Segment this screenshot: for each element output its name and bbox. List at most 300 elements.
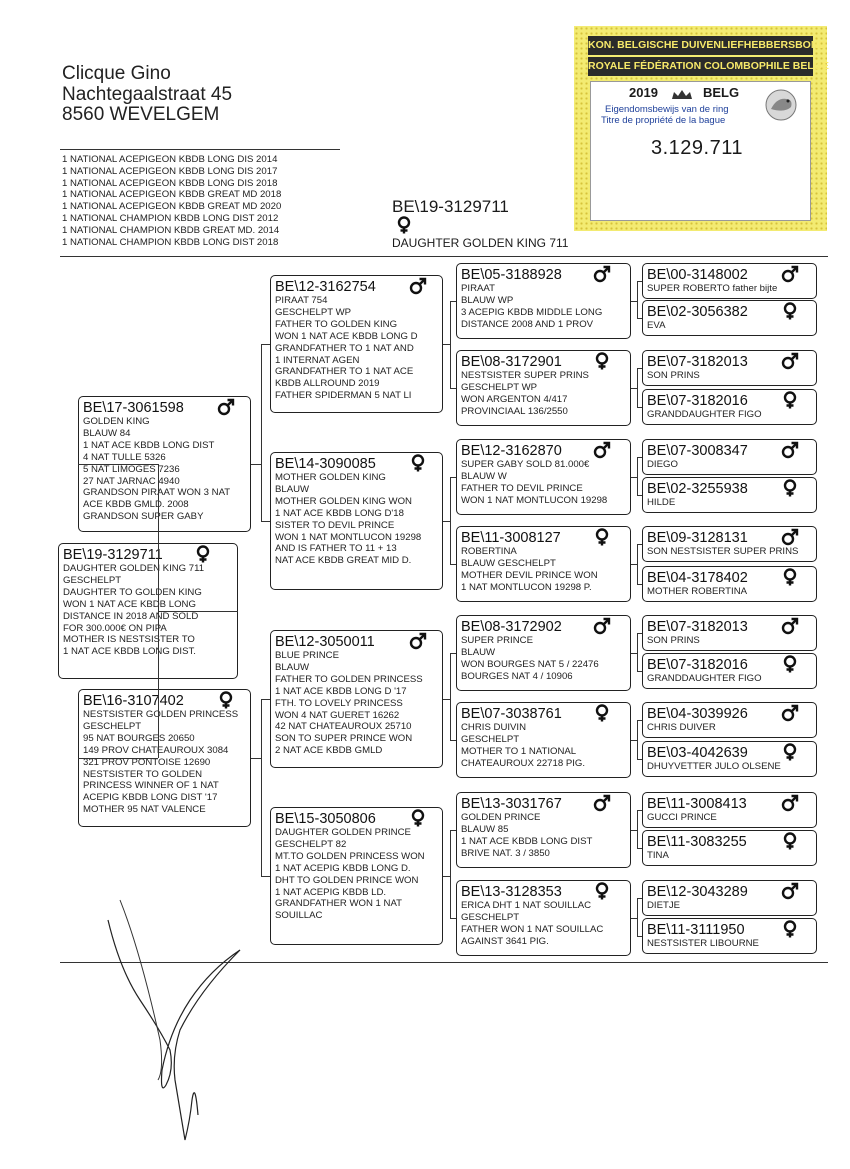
note-line: BLAUW 85 — [461, 823, 509, 835]
connector-line — [450, 830, 451, 918]
ring-number: BE\11-3008127 — [461, 530, 561, 546]
note-line: GRANDDAUGHTER FIGO — [647, 409, 762, 420]
note-line: MOTHER ROBERTINA — [647, 586, 748, 597]
male-icon — [781, 265, 799, 283]
ring-number: BE\00-3148002 — [647, 267, 748, 283]
note-line: DAUGHTER TO GOLDEN KING — [63, 586, 202, 598]
female-icon — [194, 545, 212, 563]
ring-certificate — [574, 26, 827, 231]
connector-line — [637, 457, 643, 458]
note-line: BLAUW — [275, 661, 310, 673]
note-line: WON 1 NAT MONTLUCON 19298 — [461, 494, 608, 506]
connector-line — [450, 388, 457, 389]
note-line: AGAINST 3641 PIG. — [461, 935, 549, 947]
note-line: SISTER TO DEVIL PRINCE — [275, 519, 395, 531]
note-line: ACE KBDB GMLD. 2008 — [83, 499, 189, 511]
male-icon — [781, 528, 799, 546]
note-line: 1 INTERNAT AGEN — [275, 354, 360, 366]
connector-line — [261, 876, 271, 877]
note-line: 1 NAT ACEPIG KBDB LONG D. — [275, 862, 411, 874]
pigeon-notes — [275, 472, 421, 567]
ring-number: BE\04-3178402 — [647, 570, 748, 586]
ring-number: BE\12-3043289 — [647, 884, 748, 900]
note-line: NAT ACE KBDB GREAT MID D. — [275, 555, 412, 567]
subject-ring: BE\19-3129711 — [392, 197, 509, 216]
owner-city: 8560 WEVELGEM — [62, 104, 220, 125]
pigeon-notes — [647, 320, 665, 332]
connector-line — [450, 653, 457, 654]
note-line: ERICA DHT 1 NAT SOUILLAC — [461, 900, 592, 911]
note-line: BLAUW — [275, 483, 310, 495]
ring-number: BE\12-3050011 — [275, 634, 375, 650]
ring-number: BE\15-3050806 — [275, 811, 376, 827]
note-line: DAUGHTER GOLDEN PRINCE — [275, 827, 411, 838]
male-icon — [593, 265, 611, 283]
pedigree-card — [642, 792, 817, 828]
note-line: WON 1 NAT ACE KBDB LONG — [63, 598, 196, 610]
ring-number: BE\07-3008347 — [647, 443, 748, 459]
note-line: BLAUW 84 — [83, 427, 131, 439]
achievement-line: 1 NATIONAL ACEPIGEON KBDB GREAT MD 2020 — [62, 201, 282, 213]
ring-number: BE\07-3182016 — [647, 657, 748, 673]
note-line: GUCCI PRINCE — [647, 812, 717, 823]
pedigree-card — [456, 439, 631, 515]
note-line: WON BOURGES NAT 5 / 22476 — [461, 658, 599, 670]
pigeon-notes — [461, 283, 602, 331]
pigeon-notes — [461, 546, 598, 594]
female-icon — [409, 454, 427, 472]
note-line: FTH. TO LOVELY PRINCESS — [275, 697, 403, 709]
note-line: BLAUW — [461, 646, 496, 658]
connector-line — [251, 758, 261, 759]
female-icon — [593, 352, 611, 370]
note-line: NESTSISTER TO GOLDEN — [83, 768, 203, 780]
pigeon-notes — [647, 459, 678, 471]
pigeon-notes — [461, 722, 585, 770]
connector-line — [637, 457, 638, 495]
pedigree-card — [642, 615, 817, 651]
note-line: DIETJE — [647, 900, 681, 911]
pigeon-notes — [461, 459, 607, 507]
note-line: SUPER GABY SOLD 81.000€ — [461, 459, 590, 470]
pigeon-notes — [647, 900, 680, 912]
female-icon — [217, 691, 235, 709]
achievement-line: 1 NATIONAL ACEPIGEON KBDB LONG DIS 2014 — [62, 154, 278, 165]
certificate-title-nl: KON. BELGISCHE DUIVENLIEFHEBBERSBOND — [588, 36, 813, 55]
pedigree-card — [642, 653, 817, 689]
note-line: CHRIS DUIVIN — [461, 722, 527, 733]
male-icon — [781, 441, 799, 459]
ring-number: BE\04-3039926 — [647, 706, 748, 722]
pedigree-card — [456, 702, 631, 778]
note-line: MOTHER 95 NAT VALENCE — [83, 804, 206, 816]
note-line: BRIVE NAT. 3 / 3850 — [461, 847, 550, 859]
achievement-line: 1 NATIONAL ACEPIGEON KBDB LONG DIS 2018 — [62, 177, 278, 189]
ring-number: BE\19-3129711 — [63, 547, 163, 563]
note-line: FATHER WON 1 NAT SOUILLAC — [461, 923, 604, 935]
owner-street: Nachtegaalstraat 45 — [62, 84, 233, 105]
connector-line — [78, 464, 158, 465]
note-line: BLAUW GESCHELPT — [461, 557, 556, 569]
pigeon-notes — [647, 409, 762, 421]
achievement-line: 1 NATIONAL ACEPIGEON KBDB LONG DIS 2017 — [62, 165, 278, 177]
ring-number: BE\08-3172901 — [461, 354, 562, 370]
note-line: 321 PROV PONTOISE 12690 — [83, 756, 211, 768]
connector-line — [158, 464, 159, 758]
note-line: GRANDFATHER WON 1 NAT — [275, 898, 403, 910]
note-line: MT.TO GOLDEN PRINCESS WON — [275, 850, 425, 862]
note-line: MOTHER GOLDEN KING WON — [275, 495, 412, 507]
ring-number: BE\11-3008413 — [647, 796, 747, 812]
note-line: GOLDEN KING — [83, 416, 150, 427]
note-line: NESTSISTER LIBOURNE — [647, 938, 759, 949]
note-line: BLUE PRINCE — [275, 650, 339, 661]
male-icon — [781, 704, 799, 722]
connector-line — [450, 564, 457, 565]
note-line: CHATEAUROUX 22718 PIG. — [461, 757, 586, 769]
note-line: 1 NAT MONTLUCON 19298 P. — [461, 581, 592, 593]
female-icon — [409, 809, 427, 827]
connector-line — [637, 544, 643, 545]
note-line: SUPER ROBERTO father bijte — [647, 283, 778, 294]
ring-number: BE\07-3038761 — [461, 706, 562, 722]
connector-line — [637, 898, 643, 899]
note-line: SON PRINS — [647, 635, 700, 646]
female-icon — [781, 302, 799, 320]
note-line: BLAUW W — [461, 470, 507, 482]
pigeon-emblem-icon — [761, 85, 801, 125]
note-line: GRANDFATHER TO 1 NAT AND — [275, 342, 414, 354]
pedigree-card — [456, 792, 631, 868]
connector-line — [637, 759, 643, 760]
female-icon — [781, 568, 799, 586]
connector-line — [450, 740, 457, 741]
pedigree-card — [642, 263, 817, 299]
connector-line — [450, 918, 457, 919]
male-icon — [217, 398, 235, 416]
note-line: MOTHER TO 1 NATIONAL — [461, 745, 577, 757]
crown-icon — [671, 87, 693, 97]
note-line: 1 NAT ACEPIG KBDB LD. — [275, 886, 387, 898]
pigeon-notes — [461, 900, 603, 948]
note-line: GESCHELPT WP — [461, 381, 538, 393]
pigeon-notes — [275, 650, 423, 757]
note-line: TINA — [647, 850, 669, 861]
ring-number: BE\13-3031767 — [461, 796, 562, 812]
note-line: 1 NAT ACE KBDB LONG D'18 — [275, 507, 404, 519]
ring-number: BE\14-3090085 — [275, 456, 376, 472]
connector-line — [637, 318, 643, 319]
pedigree-card — [642, 918, 817, 954]
pedigree-card — [642, 741, 817, 777]
male-icon — [593, 794, 611, 812]
connector-line — [450, 477, 457, 478]
note-line: FOR 300.000€ ON PIPA — [63, 622, 167, 634]
pedigree-card — [642, 526, 817, 562]
connector-line — [261, 521, 271, 522]
female-icon — [781, 920, 799, 938]
connector-line — [637, 720, 643, 721]
connector-line — [637, 407, 643, 408]
ring-number: BE\07-3182016 — [647, 393, 748, 409]
connector-line — [637, 281, 643, 282]
note-line: DISTANCE 2008 AND 1 PROV — [461, 318, 594, 330]
note-line: 1 NAT ACE KBDB LONG DIST — [83, 439, 215, 451]
note-line: 2 NAT ACE KBDB GMLD — [275, 745, 383, 757]
connector-line — [450, 653, 451, 740]
pigeon-notes — [647, 722, 716, 734]
note-line: 1 NAT ACE KBDB LONG D '17 — [275, 685, 407, 697]
connector-line — [261, 699, 271, 700]
pigeon-notes — [647, 635, 700, 647]
note-line: WON 1 NAT ACE KBDB LONG D — [275, 330, 418, 342]
pedigree-card — [642, 702, 817, 738]
pedigree-card — [642, 439, 817, 475]
owner-name: Clicque Gino — [62, 63, 171, 84]
note-line: NESTSISTER GOLDEN PRINCESS — [83, 709, 239, 720]
certificate-card — [590, 81, 811, 221]
connector-line — [637, 584, 643, 585]
achievements-list — [62, 154, 281, 248]
note-line: GOLDEN PRINCE — [461, 812, 541, 823]
achievement-line: 1 NATIONAL CHAMPION KBDB LONG DIST 2018 — [62, 236, 279, 248]
ring-number: BE\09-3128131 — [647, 530, 748, 546]
note-line: GESCHELPT — [461, 733, 520, 745]
note-line: BLAUW WP — [461, 294, 514, 306]
ring-number: BE\05-3188928 — [461, 267, 562, 283]
pigeon-notes — [275, 295, 418, 402]
female-icon — [593, 704, 611, 722]
achievement-line: 1 NATIONAL ACEPIGEON KBDB GREAT MD 2018 — [62, 189, 282, 201]
note-line: 42 NAT CHATEAUROUX 25710 — [275, 721, 412, 733]
connector-line — [637, 633, 638, 671]
male-icon — [781, 352, 799, 370]
certificate-title-fr: ROYALE FÉDÉRATION COLOMBOPHILE BELGE — [588, 57, 813, 76]
pigeon-notes — [647, 761, 781, 773]
note-line: GESCHELPT — [461, 911, 520, 923]
note-line: 27 NAT JARNAC 4940 — [83, 475, 180, 487]
ring-number: BE\08-3172902 — [461, 619, 562, 635]
note-line: DAUGHTER GOLDEN KING 711 — [63, 563, 205, 574]
note-line: 149 PROV CHATEAUROUX 3084 — [83, 744, 229, 756]
ring-number: BE\11-3111950 — [647, 922, 745, 938]
pigeon-notes — [647, 812, 717, 824]
ring-number: BE\13-3128353 — [461, 884, 562, 900]
note-line: NESTSISTER SUPER PRINS — [461, 370, 589, 381]
ring-number: BE\12-3162870 — [461, 443, 562, 459]
connector-line — [637, 368, 638, 407]
note-line: 95 NAT BOURGES 20650 — [83, 732, 195, 744]
certificate-caption-fr: Titre de propriété de la bague — [601, 115, 726, 126]
ring-number: BE\07-3182013 — [647, 354, 748, 370]
male-icon — [781, 882, 799, 900]
female-icon — [781, 655, 799, 673]
note-line: 5 NAT LIMOGES 7236 — [83, 463, 180, 475]
connector-line — [637, 633, 643, 634]
note-line: SON PRINS — [647, 370, 700, 381]
achievement-line: 1 NATIONAL CHAMPION KBDB GREAT MD. 2014 — [62, 224, 280, 236]
achievement-line: 1 NATIONAL CHAMPION KBDB LONG DIST 2012 — [62, 212, 279, 224]
note-line: DHT TO GOLDEN PRINCE WON — [275, 874, 419, 886]
connector-line — [637, 898, 638, 936]
pedigree-card — [456, 263, 631, 339]
note-line: HILDE — [647, 497, 676, 508]
subject-name: DAUGHTER GOLDEN KING 711 — [392, 236, 569, 250]
pedigree-card — [456, 350, 631, 426]
note-line: PIRAAT 754 — [275, 295, 328, 306]
pedigree-card — [456, 880, 631, 956]
pigeon-notes — [647, 370, 700, 382]
connector-line — [637, 720, 638, 759]
ring-number: BE\16-3107402 — [83, 693, 184, 709]
pedigree-card — [642, 389, 817, 425]
connector-line — [450, 301, 451, 388]
ring-number: BE\02-3255938 — [647, 481, 748, 497]
note-line: GRANDFATHER TO 1 NAT ACE — [275, 366, 414, 378]
top-divider — [60, 256, 828, 257]
female-icon — [395, 216, 413, 234]
pedigree-card — [642, 477, 817, 513]
male-icon — [781, 794, 799, 812]
pigeon-notes — [647, 850, 669, 862]
signature — [100, 880, 270, 1150]
pigeon-notes — [275, 827, 425, 922]
note-line: SUPER PRINCE — [461, 635, 533, 646]
note-line: ROBERTINA — [461, 546, 517, 557]
note-line: GRANDSON SUPER GABY — [83, 511, 204, 523]
note-line: GESCHELPT WP — [275, 306, 352, 318]
connector-line — [261, 344, 262, 521]
pedigree-card — [642, 880, 817, 916]
note-line: BOURGES NAT 4 / 10906 — [461, 670, 573, 682]
note-line: WON 1 NAT MONTLUCON 19298 — [275, 531, 422, 543]
note-line: FATHER SPIDERMAN 5 NAT LI — [275, 390, 412, 402]
certificate-number: 3.129.711 — [651, 137, 743, 159]
note-line: GESCHELPT 82 — [275, 838, 347, 850]
note-line: AND IS FATHER TO 11 + 13 — [275, 543, 397, 555]
female-icon — [781, 743, 799, 761]
note-line: 1 NAT ACE KBDB LONG DIST. — [63, 646, 196, 658]
male-icon — [593, 441, 611, 459]
pigeon-notes — [461, 812, 592, 860]
note-line: WON 4 NAT GUERET 16262 — [275, 709, 400, 721]
ring-number: BE\11-3083255 — [647, 834, 747, 850]
female-icon — [593, 528, 611, 546]
pigeon-notes — [647, 283, 777, 295]
ring-number: BE\03-4042639 — [647, 745, 748, 761]
note-line: FATHER TO DEVIL PRINCE — [461, 482, 583, 494]
note-line: DISTANCE IN 2018 AND SOLD — [63, 610, 199, 622]
female-icon — [593, 882, 611, 900]
note-line: GRANDSON PIRAAT WON 3 NAT — [83, 487, 231, 499]
pedigree-card — [270, 630, 443, 768]
pedigree-card — [456, 615, 631, 691]
connector-line — [637, 368, 643, 369]
pedigree-card — [642, 300, 817, 336]
pedigree-card — [270, 807, 443, 945]
ring-number: BE\07-3182013 — [647, 619, 748, 635]
certificate-year: 2019 — [629, 85, 658, 100]
ring-number: BE\17-3061598 — [83, 400, 184, 416]
connector-line — [637, 936, 643, 937]
connector-line — [450, 477, 451, 564]
connector-line — [78, 758, 158, 759]
connector-line — [261, 344, 271, 345]
note-line: PIRAAT — [461, 283, 495, 294]
note-line: GRANDDAUGHTER FIGO — [647, 673, 762, 684]
note-line: PRINCESS WINNER OF 1 NAT — [83, 780, 219, 792]
connector-line — [450, 301, 457, 302]
female-icon — [781, 479, 799, 497]
note-line: DHUYVETTER JULO OLSENE — [647, 761, 781, 772]
note-line: SON TO SUPER PRINCE WON — [275, 733, 413, 745]
connector-line — [637, 810, 638, 848]
note-line: 3 ACEPIG KBDB MIDDLE LONG — [461, 306, 603, 318]
pigeon-notes — [461, 370, 589, 418]
note-line: PROVINCIAAL 136/2550 — [461, 405, 568, 417]
note-line: CHRIS DUIVER — [647, 722, 716, 733]
note-line: GESCHELPT — [63, 574, 122, 586]
note-line: MOTHER DEVIL PRINCE WON — [461, 569, 598, 581]
pedigree-card — [270, 452, 443, 590]
connector-line — [637, 495, 643, 496]
pedigree-card — [642, 350, 817, 386]
pigeon-notes — [461, 635, 599, 683]
certificate-country: BELG — [703, 85, 740, 100]
pigeon-notes — [83, 416, 230, 523]
pigeon-notes — [647, 546, 798, 558]
female-icon — [781, 832, 799, 850]
connector-line — [450, 830, 457, 831]
note-line: SON NESTSISTER SUPER PRINS — [647, 546, 799, 557]
note-line: FATHER TO GOLDEN PRINCESS — [275, 673, 423, 685]
connector-line — [637, 810, 643, 811]
connector-line — [158, 611, 238, 612]
ring-number: BE\02-3056382 — [647, 304, 748, 320]
note-line: GESCHELPT — [83, 720, 142, 732]
note-line: EVA — [647, 320, 666, 331]
note-line: WON ARGENTON 4/417 — [461, 393, 568, 405]
male-icon — [409, 277, 427, 295]
pigeon-notes — [647, 938, 759, 950]
connector-line — [637, 281, 638, 318]
connector-line — [261, 699, 262, 876]
connector-line — [251, 464, 261, 465]
pedigree-card — [642, 830, 817, 866]
ring-number: BE\12-3162754 — [275, 279, 376, 295]
note-line: ACEPIG KBDB LONG DIST '17 — [83, 792, 218, 804]
note-line: 4 NAT TULLE 5326 — [83, 451, 166, 463]
connector-line — [637, 848, 643, 849]
header-divider — [60, 149, 340, 150]
male-icon — [781, 617, 799, 635]
note-line: KBDB ALLROUND 2019 — [275, 378, 380, 390]
note-line: 1 NAT ACE KBDB LONG DIST — [461, 835, 593, 847]
pigeon-notes — [647, 586, 747, 598]
note-line: DIEGO — [647, 459, 678, 470]
male-icon — [409, 632, 427, 650]
note-line: MOTHER GOLDEN KING — [275, 472, 386, 483]
pedigree-card — [642, 566, 817, 602]
pigeon-notes — [647, 497, 675, 509]
connector-line — [637, 544, 638, 584]
note-line: SOUILLAC — [275, 910, 323, 922]
pedigree-card — [456, 526, 631, 602]
certificate-caption-nl: Eigendomsbewijs van de ring — [605, 104, 729, 115]
pigeon-notes — [647, 673, 762, 685]
pigeon-notes — [83, 709, 238, 816]
female-icon — [781, 391, 799, 409]
